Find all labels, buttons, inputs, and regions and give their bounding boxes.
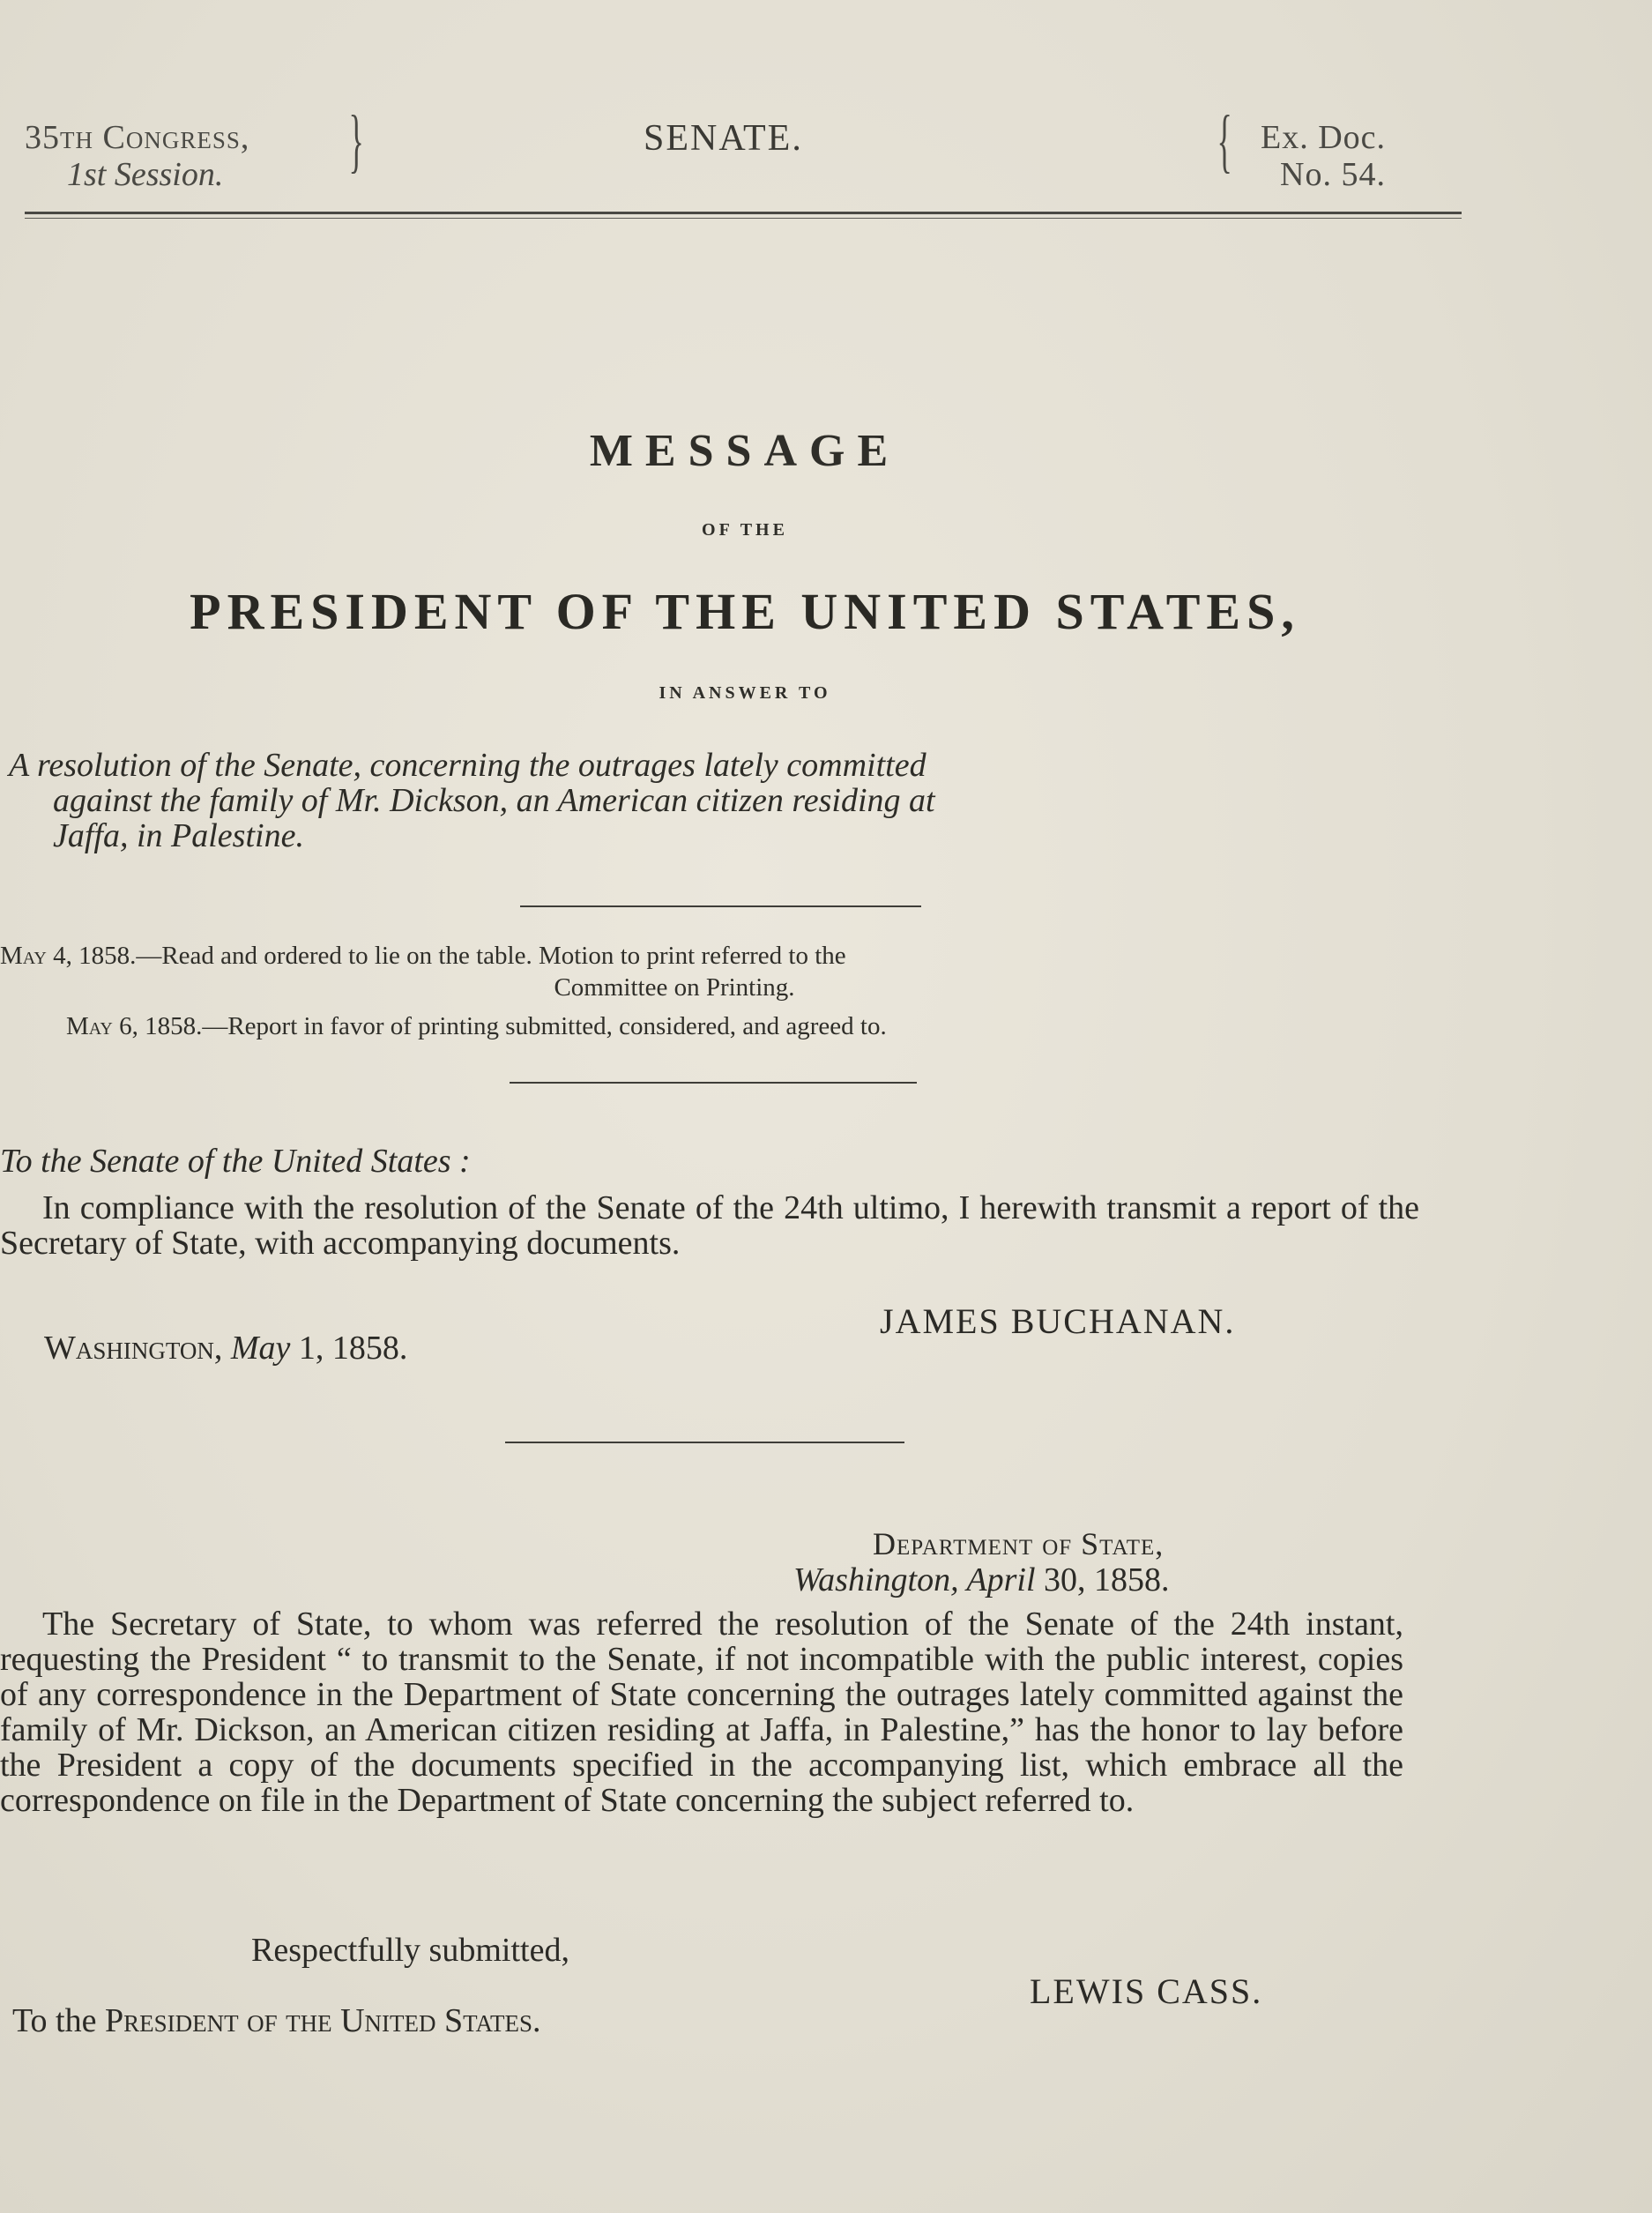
document-number-block [1261, 119, 1386, 193]
resolution-line-1: A resolution of the Senate, concerning the outrages lately committed [9, 747, 926, 784]
report-signature: LEWIS CASS. [1030, 1971, 1263, 2011]
proceeding-text: —Read and ordered to lie on the table. Motion to print referred to the [136, 942, 846, 970]
congress-label: 35th Congress, [25, 119, 250, 156]
proceeding-text-continued: Committee on Printing. [554, 973, 795, 1002]
report-place-date-italic: Washington, April [793, 1561, 1036, 1598]
message-salutation: To the Senate of the United States : [0, 1143, 471, 1180]
message-body-text: In compliance with the resolution of the Senate of the 24th ultimo, I herewith transmit a report of the Secretary of State, with accompanying documents. [0, 1189, 1419, 1262]
header-rule [25, 212, 1462, 214]
report-addressee-prefix: To the [12, 2002, 97, 2039]
message-place: Washington, [44, 1330, 223, 1367]
title-president: PRESIDENT OF THE UNITED STATES, [190, 583, 1300, 640]
proceeding-text: —Report in favor of printing submitted, considered, and agreed to. [202, 1012, 887, 1040]
proceeding-entry [0, 940, 1437, 1003]
brace-left: } [348, 102, 364, 180]
header-rule-thin [25, 218, 1462, 219]
report-body-text: The Secretary of State, to whom was referred the resolution of the Senate of the 24th instant, requesting the President “ to transmit to the Senate, if not incompatible with the public interest, copies of any correspondence in the Department of State concerning the outrages lately committed against the family of Mr. Dickson, an American citizen residing at Jaffa, in Palestine,” has the honor to lay before the President a copy of the documents specified in the accompanying list, which embrace all the correspondence on file in the Department of State concerning the subject referred to. [0, 1606, 1403, 1819]
doc-number-label: No. 54. [1280, 156, 1386, 193]
divider-rule [520, 905, 921, 907]
resolution-line-2: against the family of Mr. Dickson, an American citizen residing at [53, 782, 935, 819]
report-place-date [793, 1561, 1170, 1599]
message-body [0, 1190, 1419, 1261]
resolution-text [0, 748, 1455, 853]
message-place-date [44, 1329, 407, 1367]
report-body [0, 1606, 1403, 1818]
report-addressee-name: President of the United States. [104, 2002, 541, 2039]
divider-rule [510, 1082, 917, 1084]
resolution-line-3: Jaffa, in Palestine. [53, 817, 304, 854]
title-of-the: OF THE [702, 520, 788, 540]
chamber-label: SENATE. [644, 118, 803, 159]
brace-right: { [1217, 102, 1232, 180]
message-signature: JAMES BUCHANAN. [880, 1301, 1236, 1341]
proceeding-date: May 6, 1858. [66, 1012, 203, 1040]
proceeding-entry [66, 1010, 1441, 1042]
title-message: MESSAGE [589, 426, 901, 476]
report-addressee [12, 2001, 541, 2040]
title-in-answer-to: IN ANSWER TO [659, 683, 831, 703]
session-label: 1st Session. [67, 156, 224, 193]
report-department: Department of State, [873, 1526, 1165, 1561]
doc-type-label: Ex. Doc. [1261, 119, 1387, 156]
proceeding-date: May 4, 1858. [0, 942, 137, 970]
message-date-rest: 1, 1858. [298, 1330, 408, 1367]
report-closing: Respectfully submitted, [251, 1932, 569, 1969]
report-place-date-rest: 30, 1858. [1044, 1561, 1170, 1598]
congress-session-block [25, 119, 249, 193]
message-date-month: May [230, 1330, 291, 1367]
divider-rule [505, 1442, 904, 1443]
